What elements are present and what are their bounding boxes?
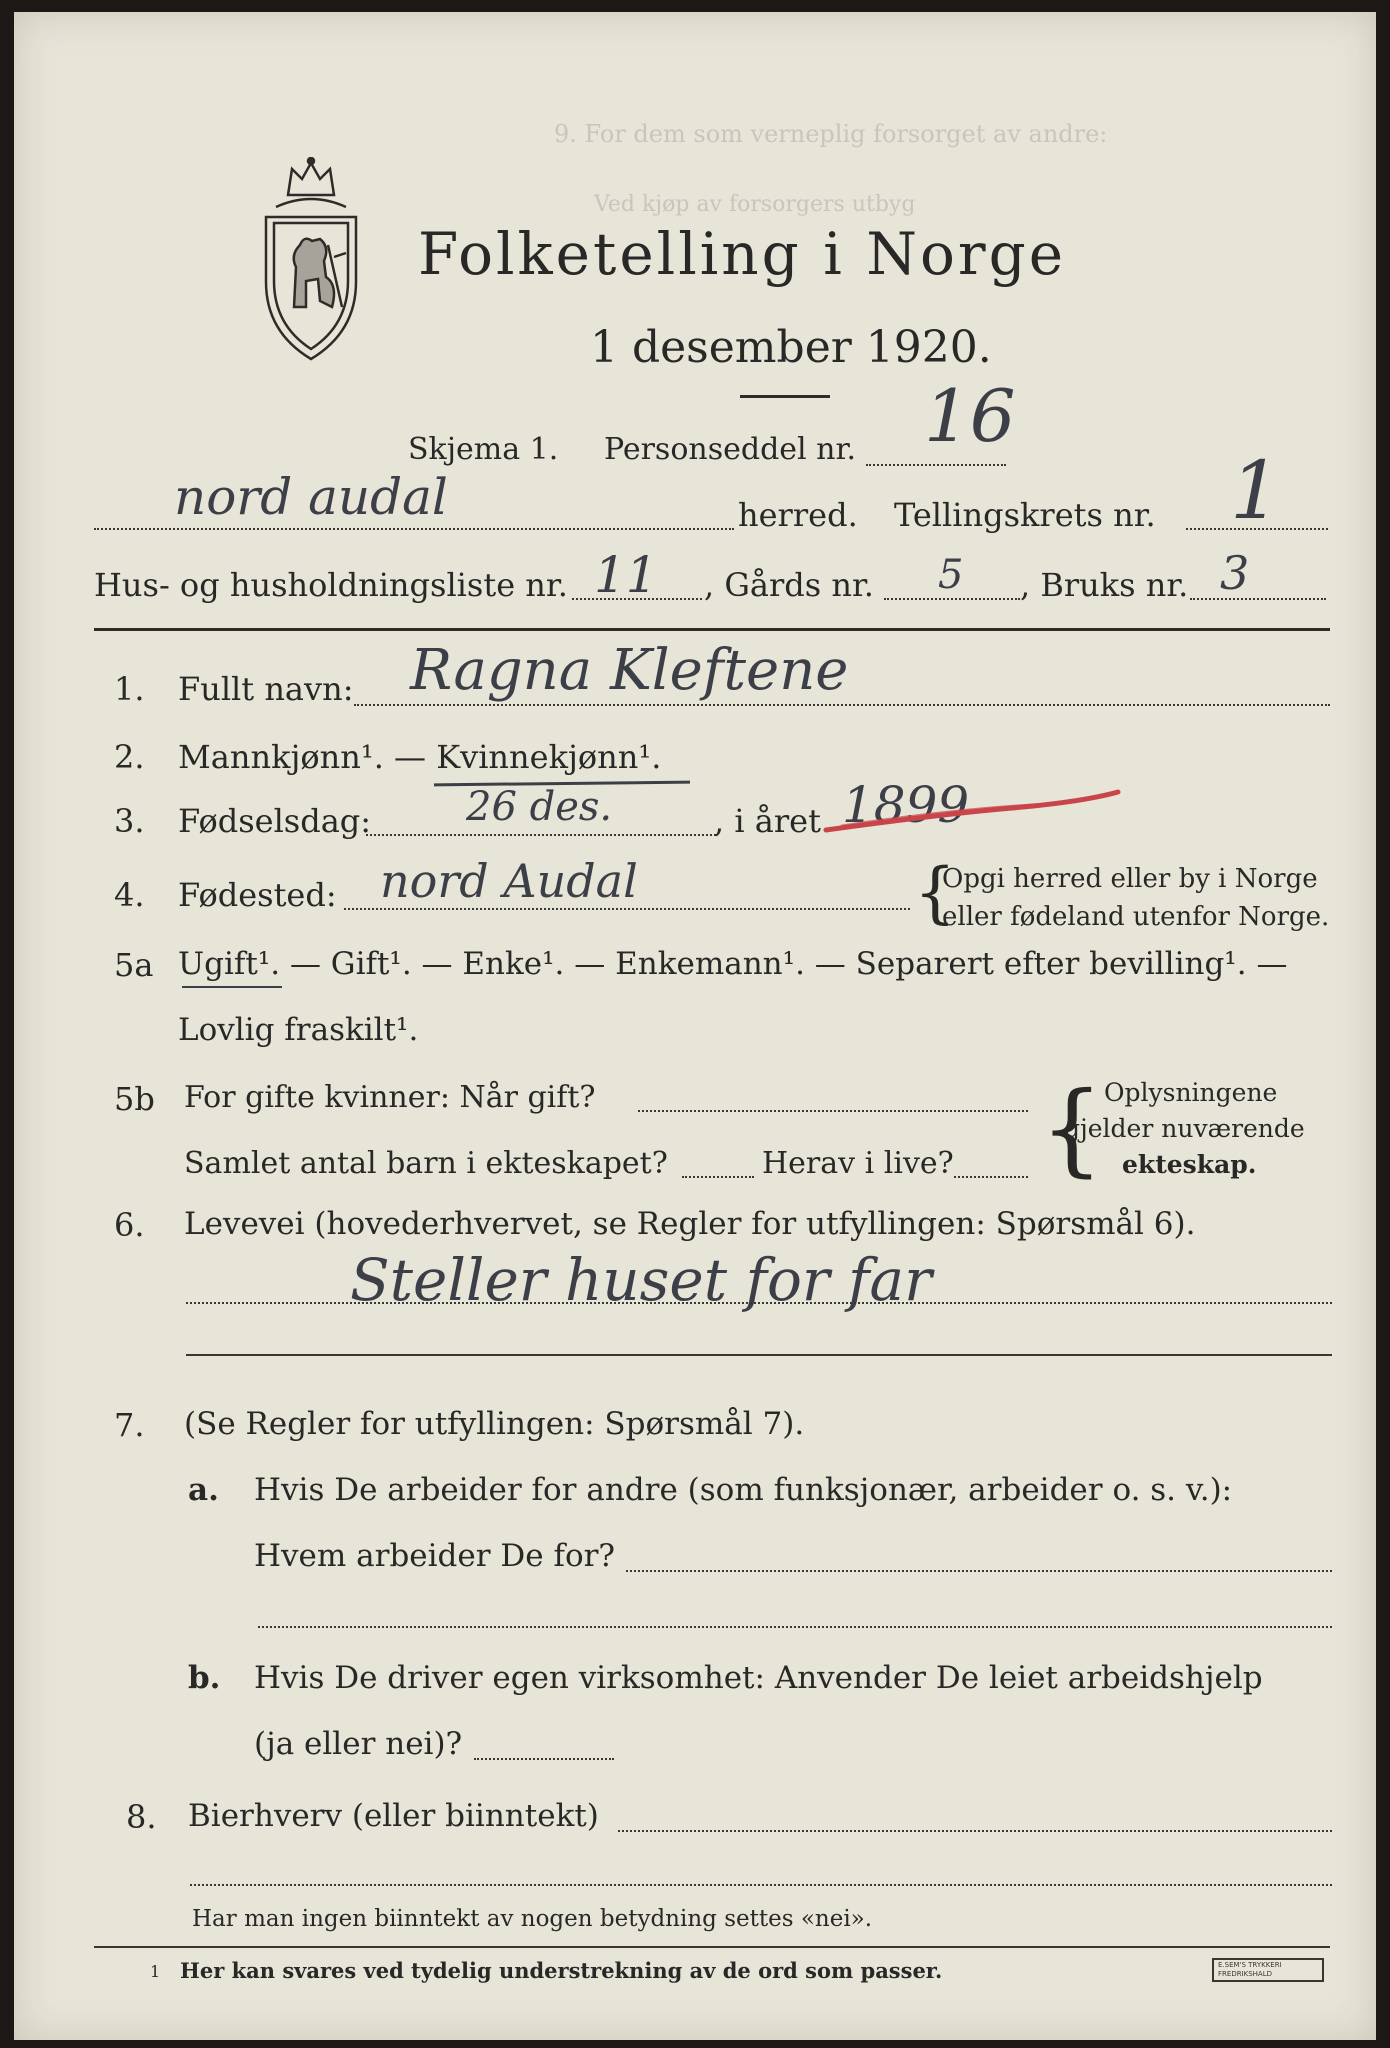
- coat-of-arms-icon: [246, 157, 376, 367]
- q4-label: Fødested:: [178, 876, 337, 914]
- q1-line: [354, 704, 1330, 706]
- q7b-line-2: (ja eller nei)?: [254, 1726, 463, 1762]
- birthplace-line: [344, 908, 910, 910]
- herred-value: nord audal: [174, 468, 448, 526]
- personseddel-value: 16: [924, 374, 1016, 458]
- q8-label: Bierhverv (eller biinntekt): [188, 1798, 599, 1834]
- gards-value: 5: [938, 552, 964, 598]
- birthday-value: 26 des.: [466, 784, 613, 830]
- hus-label: Hus- og husholdningsliste nr.: [94, 566, 568, 604]
- q5a-line-1: Ugift¹. — Gift¹. — Enke¹. — Enkemann¹. — Separert efter bevilling¹. —: [178, 946, 1288, 982]
- occupation-value: Steller huset for far: [350, 1246, 932, 1314]
- form-title: Folketelling i Norge: [418, 220, 1067, 288]
- q7b-letter: b.: [188, 1660, 221, 1696]
- bleed-through-text: Ved kjøp av forsorgers utbyg: [594, 192, 916, 217]
- title-divider: [740, 395, 830, 398]
- personseddel-line: [866, 464, 1006, 466]
- form-date: 1 desember 1920.: [590, 322, 992, 373]
- personseddel-label: Personseddel nr.: [604, 432, 857, 467]
- q5b-note-2: gjelder nuværende: [1064, 1114, 1305, 1143]
- q2-label: Mannkjønn¹. — Kvinnekjønn¹.: [178, 738, 662, 776]
- q3-number: 3.: [114, 802, 145, 840]
- herred-line: [94, 528, 734, 530]
- header-rule: [94, 628, 1330, 631]
- side-income-line-2: [190, 1884, 1332, 1886]
- q6-number: 6.: [114, 1206, 145, 1244]
- q4-note-2: eller fødeland utenfor Norge.: [942, 902, 1330, 932]
- q5b-line-2: Samlet antal barn i ekteskapet?: [184, 1146, 668, 1181]
- footer-note: Har man ingen biinntekt av nogen betydning settes «nei».: [192, 1906, 873, 1932]
- printer-stamp: E.SEM'S TRYKKERI FREDRIKSHALD: [1212, 1958, 1324, 1982]
- occupation-line-1: [186, 1302, 1332, 1304]
- q5b-alive-label: Herav i live?: [762, 1146, 954, 1181]
- alive-line: [954, 1176, 1028, 1178]
- occupation-line-2: [186, 1354, 1332, 1356]
- q4-number: 4.: [114, 876, 145, 914]
- q5b-note-1: Oplysningene: [1104, 1078, 1278, 1107]
- footer-rule: [94, 1946, 1330, 1948]
- bleed-through-text: 9. For dem som verneplig forsorget av andre:: [554, 120, 1108, 148]
- hired-help-line: [474, 1758, 614, 1760]
- q5a-line-2: Lovlig fraskilt¹.: [178, 1012, 419, 1048]
- birthplace-value: nord Audal: [380, 854, 638, 908]
- full-name-value: Ragna Kleftene: [410, 638, 849, 703]
- ugift-underline: [182, 986, 282, 988]
- q4-note-1: Opgi herred eller by i Norge: [942, 864, 1318, 894]
- side-income-line: [618, 1830, 1332, 1832]
- q3-label: Fødselsdag:: [178, 802, 372, 840]
- q2-number: 2.: [114, 738, 145, 776]
- q5b-note-3: ekteskap.: [1122, 1150, 1257, 1179]
- census-form: [14, 12, 1376, 2040]
- gards-label: , Gårds nr.: [704, 566, 874, 604]
- red-pencil-strike: [822, 778, 1122, 838]
- q7-number: 7.: [114, 1406, 145, 1444]
- q7b-line-1: Hvis De driver egen virksomhet: Anvender De leiet arbeidshjelp: [254, 1660, 1263, 1696]
- q8-number: 8.: [126, 1798, 157, 1836]
- children-line: [682, 1176, 754, 1178]
- bruks-label: , Bruks nr.: [1020, 566, 1189, 604]
- q7a-line-2: Hvem arbeider De for?: [254, 1538, 616, 1574]
- q7a-letter: a.: [188, 1472, 219, 1508]
- q1-label: Fullt navn:: [178, 670, 354, 708]
- birth-year-value: 1899: [842, 776, 970, 834]
- year-label: , i året: [714, 802, 821, 840]
- married-date-line: [638, 1110, 1028, 1112]
- gards-line: [884, 598, 1020, 600]
- birthday-line: [366, 834, 716, 836]
- footnote-number: 1: [150, 1962, 161, 1981]
- employer-line: [626, 1570, 1332, 1572]
- q5b-number: 5b: [114, 1080, 155, 1118]
- q7-label: (Se Regler for utfyllingen: Spørsmål 7).: [184, 1406, 805, 1442]
- tellingskrets-value: 1: [1230, 444, 1281, 537]
- q1-number: 1.: [114, 670, 145, 708]
- q6-label: Levevei (hovederhvervet, se Regler for utfyllingen: Spørsmål 6).: [184, 1206, 1196, 1242]
- q5a-number: 5a: [114, 946, 154, 984]
- q7a-line-1: Hvis De arbeider for andre (som funksjonær, arbeider o. s. v.):: [254, 1472, 1233, 1508]
- q5b-line-1: For gifte kvinner: Når gift?: [184, 1080, 596, 1115]
- bruks-line: [1190, 598, 1326, 600]
- schema-label: Skjema 1.: [408, 432, 559, 467]
- bruks-value: 3: [1220, 546, 1250, 600]
- hus-value: 11: [594, 546, 658, 604]
- footnote-text: Her kan svares ved tydelig understrekning av de ord som passer.: [180, 1958, 943, 1983]
- herred-label: herred.: [738, 496, 858, 534]
- employer-line-2: [258, 1626, 1332, 1628]
- q5b-brace: {: [1040, 1070, 1104, 1187]
- q4-brace: {: [914, 854, 956, 931]
- tellingskrets-label: Tellingskrets nr.: [894, 496, 1156, 534]
